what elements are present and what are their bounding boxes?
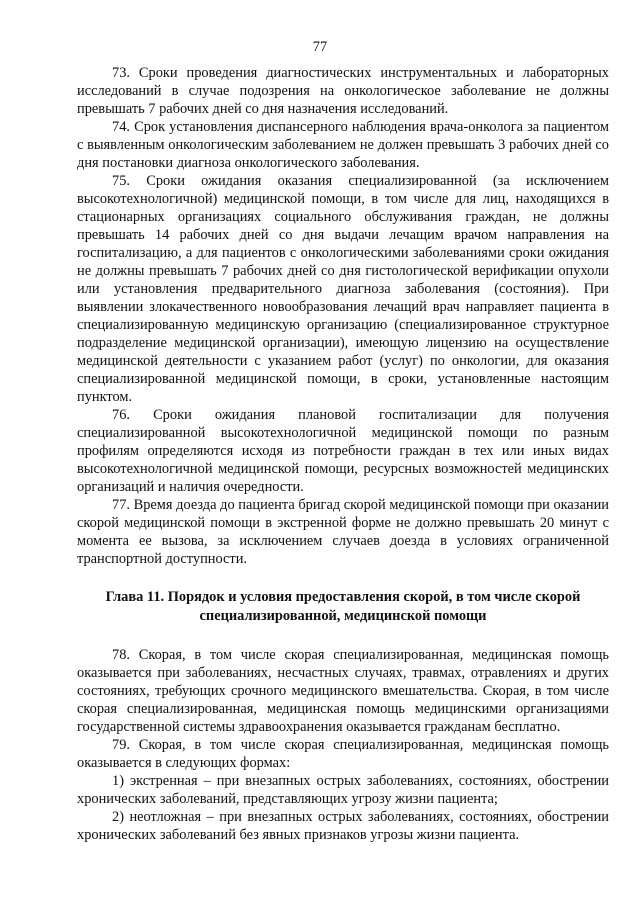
paragraph-76: 76. Сроки ожидания плановой госпитализации для получения специализированной высокотехнологичной медицинской помощи по разным профилям определяются исходя из потребности граждан в тех или иных видах высокотехнологичной медицинской помощи, ресурсных возможностей медицинских организаций и наличия очередности. [77, 407, 609, 495]
chapter-heading-line-1: Глава 11. Порядок и условия предоставления скорой, в том числе скорой [105, 589, 581, 605]
page-number: 77 [312, 39, 328, 55]
paragraph-73: 73. Сроки проведения диагностических инструментальных и лабораторных исследований в случае подозрения на онкологическое заболевание не должны превышать 7 рабочих дней со дня назначения исследований. [77, 65, 609, 117]
paragraph-75: 75. Сроки ожидания оказания специализированной (за исключением высокотехнологичной) медицинской помощи, в том числе для лиц, находящихся в стационарных организациях социального обслуживания граждан, не должны превышать 14 рабочих дней со дня выдачи лечащим врачом направления на госпитализацию, а для пациентов с онкологическими заболеваниями сроки ожидания не должны превышать 7 рабочих дней со дня гистологической верификации опухоли или установления предварительного диагноза заболевания (состояния). При выявлении злокачественного новообразования лечащий врач направляет пациента в специализированную медицинскую организацию (специализированное структурное подразделение медицинской организации), имеющую лицензию на осуществление медицинской деятельности с указанием работ (услуг) по онкологии, для оказания специализированной медицинской помощи, в сроки, установленные настоящим пунктом. [77, 173, 609, 405]
list-item-emergency: 1) экстренная – при внезапных острых заболеваниях, состояниях, обострении хронических заболеваний, представляющих угрозу жизни пациента; [77, 773, 609, 807]
paragraph-78: 78. Скорая, в том числе скорая специализированная, медицинская помощь оказывается при заболеваниях, несчастных случаях, травмах, отравлениях и других состояниях, требующих срочного медицинского вмешательства. Скорая, в том числе скорая специализированная, медицинская помощь медицинскими организациями государственной системы здравоохранения оказывается гражданам бесплатно. [77, 647, 609, 735]
paragraph-79: 79. Скорая, в том числе скорая специализированная, медицинская помощь оказывается в следующих формах: [77, 737, 609, 771]
paragraph-77: 77. Время доезда до пациента бригад скорой медицинской помощи при оказании скорой медицинской помощи в экстренной форме не должно превышать 20 минут с момента ее вызова, за исключением случаев доезда в условиях ограниченной транспортной доступности. [77, 497, 609, 567]
document-body [77, 64, 609, 844]
chapter-heading-line-2: специализированной, медицинской помощи [199, 608, 487, 624]
paragraph-74: 74. Срок установления диспансерного наблюдения врача-онколога за пациентом с выявленным онкологическим заболеванием не должен превышать 3 рабочих дней со дня постановки диагноза онкологического заболевания. [77, 119, 609, 171]
list-item-urgent: 2) неотложная – при внезапных острых заболеваниях, состояниях, обострении хронических заболеваний без явных признаков угрозы жизни пациента. [77, 809, 609, 843]
